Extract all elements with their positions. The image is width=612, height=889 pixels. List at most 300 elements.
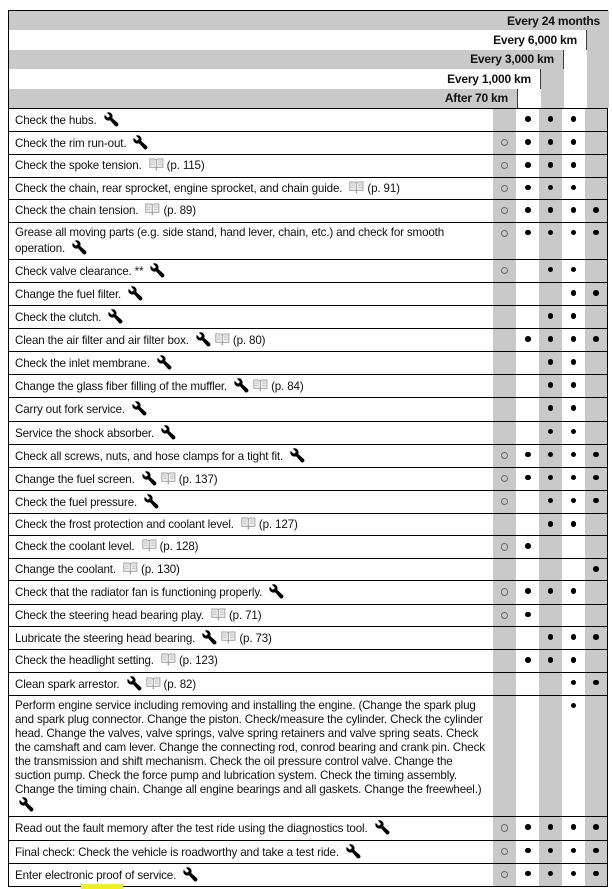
task-description-cell bbox=[9, 673, 493, 695]
filled-dot-marker bbox=[593, 566, 599, 572]
mark-cell-after-70-km bbox=[493, 696, 516, 817]
open-circle-marker bbox=[501, 267, 508, 274]
mark-cell-every-6-000-km bbox=[562, 581, 585, 603]
task-row bbox=[9, 490, 607, 513]
wrench-icon bbox=[202, 630, 217, 645]
task-row bbox=[9, 513, 607, 536]
filled-dot-marker bbox=[525, 336, 531, 342]
mark-cell-every-24-months bbox=[585, 650, 607, 672]
mark-cell-every-1-000-km bbox=[516, 627, 539, 649]
mark-cell-every-6-000-km bbox=[562, 696, 585, 817]
task-text: Enter electronic proof of service. bbox=[15, 868, 177, 882]
open-book-icon bbox=[145, 203, 160, 216]
filled-dot-marker bbox=[525, 848, 531, 854]
open-circle-marker bbox=[501, 230, 508, 237]
mark-cell-every-3-000-km bbox=[539, 841, 562, 863]
mark-cell-every-24-months bbox=[585, 422, 607, 444]
mark-cell-every-1-000-km bbox=[516, 283, 539, 305]
mark-cell-every-6-000-km bbox=[562, 375, 585, 397]
task-text: Change the glass fiber filling of the muffler. bbox=[15, 380, 228, 394]
open-book-icon bbox=[215, 333, 230, 346]
wrench-icon bbox=[290, 448, 305, 463]
mark-cell-after-70-km bbox=[493, 132, 516, 154]
task-row bbox=[9, 328, 607, 351]
mark-cell-every-6-000-km bbox=[562, 536, 585, 558]
open-book-icon bbox=[349, 181, 364, 194]
filled-dot-marker bbox=[525, 162, 531, 168]
mark-cell-every-3-000-km bbox=[539, 132, 562, 154]
wrench-icon bbox=[104, 112, 119, 127]
open-circle-marker bbox=[501, 824, 508, 831]
mark-cell-every-3-000-km bbox=[539, 627, 562, 649]
filled-dot-marker bbox=[548, 824, 554, 830]
filled-dot-marker bbox=[548, 185, 554, 191]
mark-cell-every-1-000-km bbox=[516, 468, 539, 490]
filled-dot-marker bbox=[525, 475, 531, 481]
task-description-cell bbox=[9, 559, 493, 581]
wrench-icon bbox=[375, 820, 390, 835]
task-row bbox=[9, 672, 607, 695]
filled-dot-marker bbox=[571, 521, 577, 527]
task-text: Check the clutch. bbox=[15, 311, 102, 325]
wrench-icon bbox=[133, 135, 148, 150]
task-text: Check the chain tension. bbox=[15, 204, 139, 218]
wrench-icon bbox=[269, 584, 284, 599]
mark-cell-after-70-km bbox=[493, 445, 516, 467]
mark-cell-every-1-000-km bbox=[516, 514, 539, 536]
task-row bbox=[9, 580, 607, 603]
mark-cell-every-1-000-km bbox=[516, 696, 539, 817]
wrench-icon bbox=[161, 425, 176, 440]
wrench-icon bbox=[346, 844, 361, 859]
filled-dot-marker bbox=[571, 498, 577, 504]
mark-cell-every-3-000-km bbox=[539, 223, 562, 259]
mark-cell-every-1-000-km bbox=[516, 155, 539, 177]
task-description-cell bbox=[9, 605, 493, 627]
mark-cell-every-1-000-km bbox=[516, 178, 539, 200]
open-book-icon bbox=[146, 677, 161, 690]
open-circle-marker bbox=[501, 871, 508, 878]
interval-label: Every 24 months bbox=[506, 13, 600, 28]
filled-dot-marker bbox=[525, 824, 531, 830]
mark-cell-every-24-months bbox=[585, 223, 607, 259]
page-reference: (p. 71) bbox=[228, 608, 262, 622]
filled-dot-marker bbox=[593, 824, 599, 830]
task-text: Change the fuel filter. bbox=[15, 287, 122, 301]
mark-cell-after-70-km bbox=[493, 398, 516, 420]
task-row bbox=[9, 558, 607, 581]
filled-dot-marker bbox=[571, 185, 577, 191]
mark-cell-after-70-km bbox=[493, 559, 516, 581]
open-circle-marker bbox=[501, 475, 508, 482]
task-text: Clean the air filter and air filter box. bbox=[15, 334, 189, 348]
mark-cell-every-24-months bbox=[585, 109, 607, 131]
filled-dot-marker bbox=[548, 848, 554, 854]
filled-dot-marker bbox=[525, 116, 531, 122]
wrench-icon bbox=[150, 263, 165, 278]
mark-cell-every-6-000-km bbox=[562, 650, 585, 672]
page-reference: (p. 128) bbox=[159, 540, 199, 554]
task-description-cell bbox=[9, 223, 493, 259]
mark-cell-every-6-000-km bbox=[562, 260, 585, 282]
page-reference: (p. 130) bbox=[141, 562, 180, 576]
wrench-icon bbox=[196, 332, 211, 347]
interval-label: Every 6,000 km bbox=[493, 33, 577, 48]
task-text: Check the steering head bearing play. bbox=[15, 608, 204, 622]
open-book-icon bbox=[221, 631, 236, 644]
task-row bbox=[9, 222, 607, 259]
task-row bbox=[9, 154, 607, 177]
mark-cell-every-24-months bbox=[585, 673, 607, 695]
mark-cell-after-70-km bbox=[493, 283, 516, 305]
mark-cell-every-6-000-km bbox=[562, 491, 585, 513]
filled-dot-marker bbox=[571, 657, 577, 663]
interval-label: After 70 km bbox=[444, 91, 508, 106]
filled-dot-marker bbox=[548, 267, 554, 273]
mark-cell-after-70-km bbox=[493, 375, 516, 397]
mark-cell-after-70-km bbox=[493, 514, 516, 536]
task-text: Change the coolant. bbox=[15, 562, 116, 576]
filled-dot-marker bbox=[571, 382, 577, 388]
mark-cell-every-3-000-km bbox=[539, 559, 562, 581]
task-row bbox=[9, 351, 607, 374]
task-description-cell bbox=[9, 178, 493, 200]
mark-cell-every-3-000-km bbox=[539, 817, 562, 839]
header-interval-bar-every-3-000-km bbox=[9, 50, 564, 69]
filled-dot-marker bbox=[593, 230, 599, 236]
filled-dot-marker bbox=[571, 230, 577, 236]
mark-cell-every-24-months bbox=[585, 864, 607, 886]
task-description-cell bbox=[9, 375, 493, 397]
mark-cell-every-1-000-km bbox=[516, 398, 539, 420]
task-text: Read out the fault memory after the test ride using the diagnostics tool. bbox=[15, 822, 368, 836]
task-row bbox=[9, 397, 607, 420]
header-interval-bar-after-70-km bbox=[9, 89, 518, 108]
filled-dot-marker bbox=[548, 359, 554, 365]
wrench-icon bbox=[157, 355, 172, 370]
task-row bbox=[9, 199, 607, 222]
filled-dot-marker bbox=[525, 543, 531, 549]
mark-cell-every-3-000-km bbox=[539, 155, 562, 177]
wrench-icon bbox=[132, 401, 147, 416]
open-book-icon bbox=[211, 608, 226, 621]
mark-cell-every-1-000-km bbox=[516, 329, 539, 351]
interval-label: Every 1,000 km bbox=[447, 71, 531, 86]
mark-cell-after-70-km bbox=[493, 352, 516, 374]
mark-cell-every-1-000-km bbox=[516, 422, 539, 444]
filled-dot-marker bbox=[525, 452, 531, 458]
mark-cell-after-70-km bbox=[493, 491, 516, 513]
task-text: Change the fuel screen. bbox=[15, 472, 135, 486]
mark-cell-after-70-km bbox=[493, 864, 516, 886]
mark-cell-after-70-km bbox=[493, 109, 516, 131]
filled-dot-marker bbox=[525, 207, 531, 213]
task-row bbox=[9, 863, 607, 886]
mark-cell-every-6-000-km bbox=[562, 329, 585, 351]
task-text: Clean spark arrestor. bbox=[15, 677, 120, 691]
task-text: Check the chain, rear sprocket, engine sprocket, and chain guide. bbox=[15, 181, 343, 195]
filled-dot-marker bbox=[548, 657, 554, 663]
mark-cell-every-1-000-km bbox=[516, 375, 539, 397]
mark-cell-after-70-km bbox=[493, 223, 516, 259]
filled-dot-marker bbox=[525, 657, 531, 663]
task-description-cell bbox=[9, 627, 493, 649]
task-text: Grease all moving parts (e.g. side stand, hand lever, chain, etc.) and check for smooth operation. bbox=[15, 225, 445, 255]
mark-cell-every-6-000-km bbox=[562, 468, 585, 490]
filled-dot-marker bbox=[525, 230, 531, 236]
maintenance-schedule-table bbox=[8, 10, 608, 887]
mark-cell-every-24-months bbox=[585, 468, 607, 490]
task-row bbox=[9, 259, 607, 282]
task-text: Lubricate the steering head bearing. bbox=[15, 632, 196, 645]
task-description-cell bbox=[9, 352, 493, 374]
task-row bbox=[9, 305, 607, 328]
task-text: Check the spoke tension. bbox=[15, 159, 142, 173]
mark-cell-every-24-months bbox=[585, 352, 607, 374]
mark-cell-every-24-months bbox=[585, 375, 607, 397]
mark-cell-every-6-000-km bbox=[562, 155, 585, 177]
mark-cell-every-1-000-km bbox=[516, 673, 539, 695]
mark-cell-every-24-months bbox=[585, 132, 607, 154]
mark-cell-every-1-000-km bbox=[516, 445, 539, 467]
task-text: Carry out fork service. bbox=[15, 403, 125, 417]
filled-dot-marker bbox=[548, 405, 554, 411]
filled-dot-marker bbox=[548, 139, 554, 145]
mark-cell-every-3-000-km bbox=[539, 514, 562, 536]
filled-dot-marker bbox=[571, 452, 577, 458]
interval-header bbox=[9, 11, 607, 108]
mark-cell-every-1-000-km bbox=[516, 559, 539, 581]
mark-cell-every-6-000-km bbox=[562, 514, 585, 536]
mark-cell-every-24-months bbox=[585, 329, 607, 351]
mark-cell-after-70-km bbox=[493, 329, 516, 351]
mark-cell-every-6-000-km bbox=[562, 422, 585, 444]
mark-cell-every-24-months bbox=[585, 841, 607, 863]
filled-dot-marker bbox=[548, 313, 554, 319]
mark-cell-after-70-km bbox=[493, 605, 516, 627]
mark-cell-every-6-000-km bbox=[562, 306, 585, 328]
mark-cell-every-6-000-km bbox=[562, 223, 585, 259]
page-reference: (p. 82) bbox=[163, 677, 197, 691]
task-text: Perform engine service including removing and installing the engine. (Change the spark plug and spark plug connector. Change the piston. Check/measure the cylinder. Check the cylinder head. Change the valves, valve springs, valve spring retainers and valve spring seats. Check the camshaft and cam lever. Change the connecting rod, conrod bearing and crank pin. Check the transmission and shift mechanism. Check the oil pressure control valve. Change the suction pump. Check the force pump and lubrication system. Check the timing assembly. Change the timing chain. Change all engine bearings and all gaskets. Change the freewheel.) bbox=[15, 698, 485, 797]
task-description-cell bbox=[9, 260, 493, 282]
mark-cell-every-3-000-km bbox=[539, 445, 562, 467]
mark-cell-every-6-000-km bbox=[562, 605, 585, 627]
filled-dot-marker bbox=[525, 139, 531, 145]
filled-dot-marker bbox=[593, 475, 599, 481]
open-circle-marker bbox=[501, 452, 508, 459]
filled-dot-marker bbox=[548, 207, 554, 213]
mark-cell-every-24-months bbox=[585, 306, 607, 328]
task-text: Check the headlight setting. bbox=[15, 654, 154, 668]
mark-cell-every-1-000-km bbox=[516, 306, 539, 328]
mark-cell-every-24-months bbox=[585, 445, 607, 467]
task-text: Check the inlet membrane. bbox=[15, 357, 150, 371]
wrench-icon bbox=[183, 867, 198, 882]
mark-cell-every-24-months bbox=[585, 536, 607, 558]
mark-cell-after-70-km bbox=[493, 468, 516, 490]
task-row bbox=[9, 467, 607, 490]
filled-dot-marker bbox=[548, 230, 554, 236]
mark-cell-every-6-000-km bbox=[562, 398, 585, 420]
filled-dot-marker bbox=[593, 848, 599, 854]
header-interval-bar-every-1-000-km bbox=[9, 69, 541, 88]
mark-cell-every-6-000-km bbox=[562, 627, 585, 649]
mark-cell-every-6-000-km bbox=[562, 178, 585, 200]
open-book-icon bbox=[123, 562, 138, 575]
yellow-highlight-mark bbox=[81, 884, 123, 889]
mark-cell-every-3-000-km bbox=[539, 536, 562, 558]
task-description-cell bbox=[9, 445, 493, 467]
filled-dot-marker bbox=[525, 612, 531, 618]
task-text: Service the shock absorber. bbox=[15, 426, 155, 440]
mark-cell-after-70-km bbox=[493, 817, 516, 839]
task-row bbox=[9, 840, 607, 863]
filled-dot-marker bbox=[571, 848, 577, 854]
task-text: Check the frost protection and coolant level. bbox=[15, 517, 234, 531]
open-circle-marker bbox=[501, 588, 508, 595]
page-reference: (p. 115) bbox=[166, 159, 205, 173]
task-description-cell bbox=[9, 109, 493, 131]
open-circle-marker bbox=[501, 543, 508, 550]
task-description-cell bbox=[9, 422, 493, 444]
filled-dot-marker bbox=[548, 498, 554, 504]
open-circle-marker bbox=[501, 185, 508, 192]
task-description-cell bbox=[9, 200, 493, 222]
mark-cell-every-6-000-km bbox=[562, 673, 585, 695]
mark-cell-every-1-000-km bbox=[516, 260, 539, 282]
task-row bbox=[9, 282, 607, 305]
filled-dot-marker bbox=[548, 475, 554, 481]
mark-cell-after-70-km bbox=[493, 581, 516, 603]
open-book-icon bbox=[142, 539, 157, 552]
mark-cell-every-3-000-km bbox=[539, 581, 562, 603]
filled-dot-marker bbox=[571, 475, 577, 481]
task-row bbox=[9, 421, 607, 444]
filled-dot-marker bbox=[525, 185, 531, 191]
mark-cell-every-1-000-km bbox=[516, 536, 539, 558]
task-text: Check the rim run-out. bbox=[15, 137, 127, 151]
task-text: Check that the radiator fan is functioning properly. bbox=[15, 586, 263, 600]
wrench-icon bbox=[128, 286, 143, 301]
interval-label: Every 3,000 km bbox=[470, 52, 554, 67]
filled-dot-marker bbox=[571, 634, 577, 640]
filled-dot-marker bbox=[593, 498, 599, 504]
open-circle-marker bbox=[501, 162, 508, 169]
task-row bbox=[9, 626, 607, 649]
filled-dot-marker bbox=[571, 267, 577, 273]
maintenance-rows bbox=[9, 108, 607, 886]
task-row bbox=[9, 131, 607, 154]
task-description-cell bbox=[9, 155, 493, 177]
mark-cell-every-1-000-km bbox=[516, 352, 539, 374]
task-description-cell bbox=[9, 283, 493, 305]
filled-dot-marker bbox=[571, 116, 577, 122]
mark-cell-every-1-000-km bbox=[516, 864, 539, 886]
task-text: Check the coolant level. bbox=[15, 540, 135, 554]
filled-dot-marker bbox=[593, 452, 599, 458]
mark-cell-every-3-000-km bbox=[539, 352, 562, 374]
mark-cell-every-24-months bbox=[585, 491, 607, 513]
task-text: Check the hubs. bbox=[15, 114, 97, 127]
task-text: Check all screws, nuts, and hose clamps for a tight fit. bbox=[15, 449, 284, 463]
mark-cell-every-6-000-km bbox=[562, 283, 585, 305]
task-row bbox=[9, 177, 607, 200]
filled-dot-marker bbox=[548, 871, 554, 877]
filled-dot-marker bbox=[571, 871, 577, 877]
mark-cell-every-24-months bbox=[585, 696, 607, 817]
mark-cell-every-3-000-km bbox=[539, 260, 562, 282]
mark-cell-every-24-months bbox=[585, 559, 607, 581]
mark-cell-after-70-km bbox=[493, 627, 516, 649]
mark-cell-every-3-000-km bbox=[539, 422, 562, 444]
task-description-cell bbox=[9, 398, 493, 420]
mark-cell-every-6-000-km bbox=[562, 352, 585, 374]
open-circle-marker bbox=[501, 139, 508, 146]
mark-cell-every-24-months bbox=[585, 260, 607, 282]
mark-cell-every-24-months bbox=[585, 178, 607, 200]
task-row bbox=[9, 649, 607, 672]
page-reference: (p. 89) bbox=[163, 204, 196, 218]
mark-cell-every-3-000-km bbox=[539, 650, 562, 672]
wrench-icon bbox=[144, 494, 159, 509]
mark-cell-every-3-000-km bbox=[539, 283, 562, 305]
task-row bbox=[9, 108, 607, 131]
open-book-icon bbox=[161, 653, 176, 666]
task-description-cell bbox=[9, 329, 493, 351]
mark-cell-every-1-000-km bbox=[516, 841, 539, 863]
filled-dot-marker bbox=[571, 139, 577, 145]
filled-dot-marker bbox=[593, 634, 599, 640]
mark-cell-every-24-months bbox=[585, 155, 607, 177]
task-description-cell bbox=[9, 514, 493, 536]
open-book-icon bbox=[149, 158, 164, 171]
task-text: Check the fuel pressure. bbox=[15, 495, 138, 509]
task-description-cell bbox=[9, 841, 493, 863]
filled-dot-marker bbox=[525, 871, 531, 877]
mark-cell-every-6-000-km bbox=[562, 864, 585, 886]
filled-dot-marker bbox=[548, 634, 554, 640]
mark-cell-every-3-000-km bbox=[539, 398, 562, 420]
mark-cell-after-70-km bbox=[493, 536, 516, 558]
open-book-icon bbox=[161, 472, 176, 485]
filled-dot-marker bbox=[571, 359, 577, 365]
wrench-icon bbox=[19, 797, 34, 812]
page-reference: (p. 137) bbox=[178, 472, 218, 486]
wrench-icon bbox=[72, 240, 87, 255]
mark-cell-every-6-000-km bbox=[562, 109, 585, 131]
header-interval-bar-every-24-months bbox=[9, 11, 609, 30]
task-row bbox=[9, 604, 607, 627]
task-row bbox=[9, 535, 607, 558]
page-reference: (p. 84) bbox=[271, 380, 304, 394]
mark-cell-after-70-km bbox=[493, 260, 516, 282]
mark-cell-every-3-000-km bbox=[539, 200, 562, 222]
open-circle-marker bbox=[501, 848, 508, 855]
filled-dot-marker bbox=[525, 588, 531, 594]
filled-dot-marker bbox=[571, 824, 577, 830]
mark-cell-every-24-months bbox=[585, 200, 607, 222]
mark-cell-every-24-months bbox=[585, 581, 607, 603]
filled-dot-marker bbox=[571, 162, 577, 168]
mark-cell-after-70-km bbox=[493, 650, 516, 672]
task-description-cell bbox=[9, 650, 493, 672]
filled-dot-marker bbox=[548, 429, 554, 435]
filled-dot-marker bbox=[571, 405, 577, 411]
filled-dot-marker bbox=[571, 336, 577, 342]
header-interval-bar-every-6-000-km bbox=[9, 30, 587, 49]
task-row bbox=[9, 374, 607, 397]
